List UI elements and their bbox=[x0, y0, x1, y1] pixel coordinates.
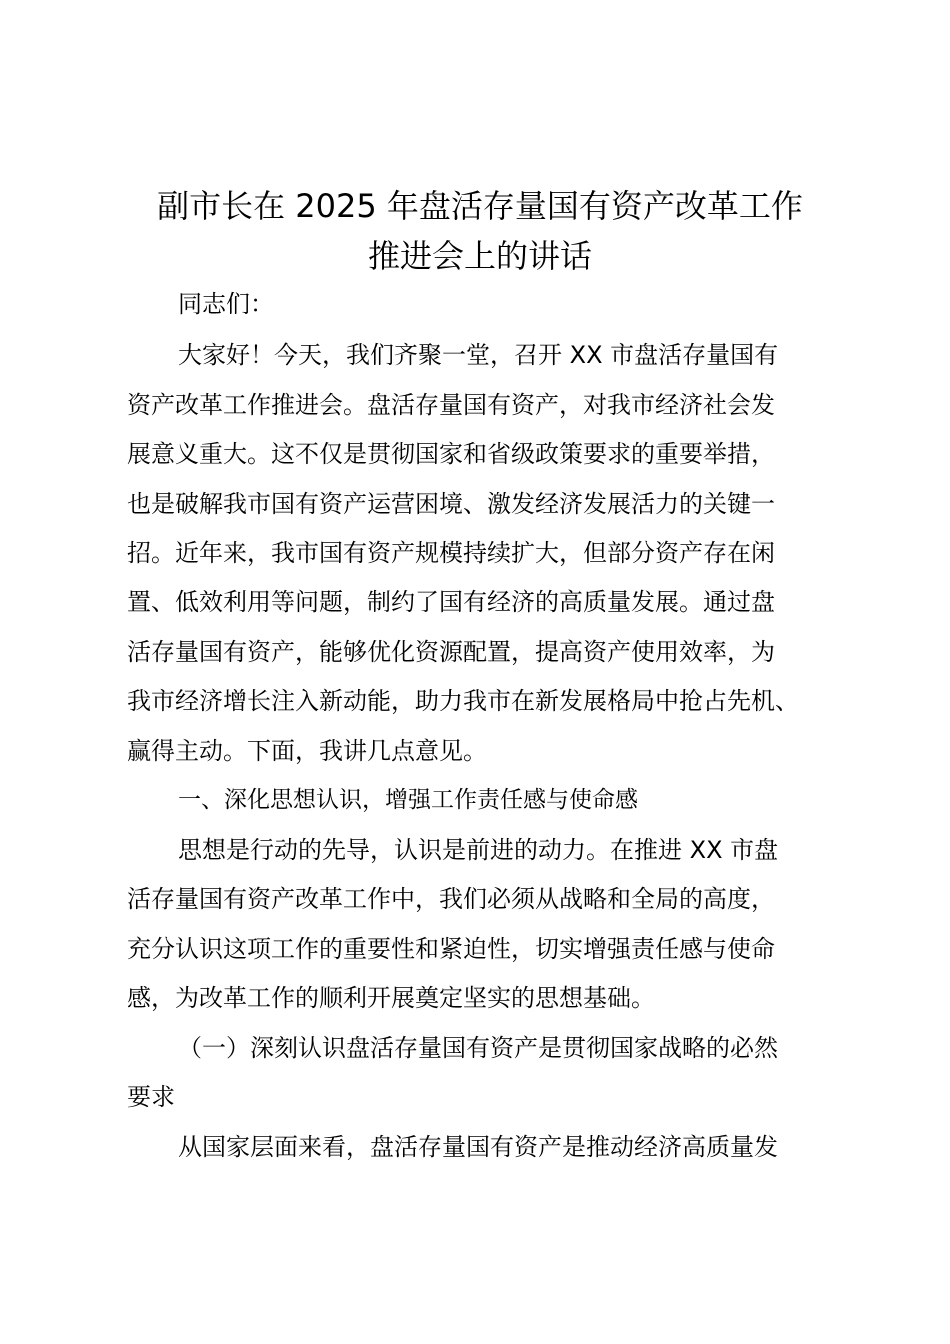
intro-line: 赢得主动。下面，我讲几点意见。 bbox=[127, 737, 487, 765]
intro-line: 展意义重大。这不仅是贯彻国家和省级政策要求的重要举措， bbox=[127, 440, 775, 468]
intro-line: 大家好！今天，我们齐聚一堂，召开 XX 市盘活存量国有 bbox=[178, 341, 779, 369]
intro-line: 活存量国有资产，能够优化资源配置，提高资产使用效率，为 bbox=[127, 638, 775, 666]
document-title-line-2: 推进会上的讲话 bbox=[367, 237, 592, 275]
intro-line: 置、低效利用等问题，制约了国有经济的高质量发展。通过盘 bbox=[127, 588, 775, 616]
section-1-heading: 一、深化思想认识，增强工作责任感与使命感 bbox=[178, 787, 638, 813]
section-1-line: 活存量国有资产改革工作中，我们必须从战略和全局的高度， bbox=[127, 885, 775, 913]
document-title-line-1: 副市长在 2025 年盘活存量国有资产改革工作 bbox=[157, 187, 803, 225]
intro-line: 资产改革工作推进会。盘活存量国有资产，对我市经济社会发 bbox=[127, 391, 775, 419]
section-1-line: 感，为改革工作的顺利开展奠定坚实的思想基础。 bbox=[127, 984, 655, 1012]
subsection-1-line: 从国家层面来看，盘活存量国有资产是推动经济高质量发 bbox=[178, 1133, 778, 1161]
section-1-line: 充分认识这项工作的重要性和紧迫性，切实增强责任感与使命 bbox=[127, 935, 775, 963]
salutation: 同志们： bbox=[178, 290, 274, 318]
section-1-line: 思想是行动的先导，认识是前进的动力。在推进 XX 市盘 bbox=[178, 836, 779, 864]
intro-line: 我市经济增长注入新动能，助力我市在新发展格局中抢占先机、 bbox=[127, 687, 799, 715]
subsection-1-heading-line: （一）深刻认识盘活存量国有资产是贯彻国家战略的必然 bbox=[178, 1034, 778, 1062]
subsection-1-heading-line: 要求 bbox=[127, 1083, 175, 1111]
intro-line: 招。近年来，我市国有资产规模持续扩大，但部分资产存在闲 bbox=[127, 539, 775, 567]
intro-line: 也是破解我市国有资产运营困境、激发经济发展活力的关键一 bbox=[127, 490, 775, 518]
